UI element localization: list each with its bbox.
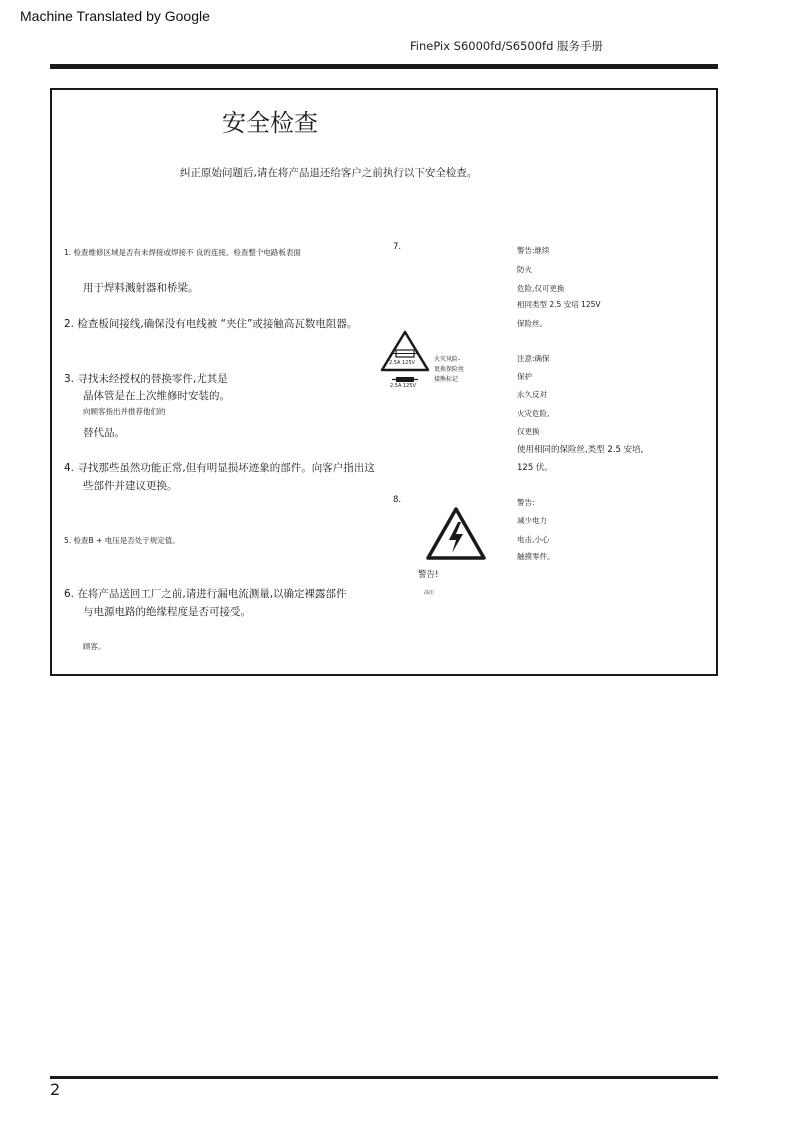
item-7-right-9: 火灾危险, [517, 409, 550, 418]
item-8-right-4: 触摸零件。 [517, 552, 555, 561]
item-4-line-1: 4. 寻找那些虽然功能正常,但有明显损坏迹象的部件。向客户指出这 [64, 462, 375, 474]
fuse-rating-inner: 2.5A 125V [389, 360, 415, 366]
item-7-right-7: 保护 [517, 372, 532, 381]
item-8-right-2: 减少电力 [517, 516, 547, 525]
item-7-right-2: 防火 [517, 265, 532, 274]
item-6-line-1: 6. 在将产品送回工厂之前,请进行漏电流测量,以确定裸露部件 [64, 588, 347, 600]
intro-text: 纠正原始问题后,请在将产品退还给客户之前执行以下安全检查。 [180, 167, 478, 179]
item-8-right-1: 警告: [517, 498, 535, 507]
header-rule [50, 64, 718, 69]
item-6-line-2: 与电源电路的绝缘程度是否可接受。 [83, 606, 251, 618]
running-header: FinePix S6000fd/S6500fd 服务手册 [410, 39, 604, 53]
item-3-line-4: 替代品。 [83, 427, 125, 439]
item-3-line-3: 向顾客指出并推荐他们的 [83, 407, 166, 416]
item-8-number: 8. [393, 495, 402, 505]
item-8-right-3: 电击,小心 [517, 535, 550, 544]
item-7-right-6: 注意:确保 [517, 354, 550, 363]
fuse-label-line-3: 接熊标记 [434, 376, 459, 383]
item-7-right-1: 警告:继续 [517, 246, 550, 255]
item-4-line-2: 些部件并建议更换。 [83, 480, 178, 492]
item-7-number: 7. [393, 242, 402, 252]
item-7-right-3: 危险,仅可更换 [517, 284, 565, 293]
high-voltage-warning-icon [425, 506, 487, 562]
item-1-line-2: 用于焊料溅射器和桥梁。 [83, 282, 199, 294]
fuse-label-line-1: 火灾风险- [434, 356, 461, 363]
item-7-right-11: 使用相同的保险丝,类型 2.5 安培, [517, 445, 644, 455]
item-1-line-1: 1. 检查维修区域是否有未焊接或焊接不 良的连接。检查整个电路板表面 [64, 248, 301, 257]
warning-caption: 警告! [418, 570, 439, 580]
item-3-line-2: 晶体管是在上次维修时安装的。 [83, 390, 230, 402]
item-5-text: 5. 检查B + 电压是否处于规定值。 [64, 536, 180, 545]
fuse-rating-lower: 2.5A 125V [390, 383, 416, 389]
footer-rule [50, 1076, 718, 1079]
item-7-right-4: 相同类型 2.5 安培 125V [517, 300, 601, 309]
fuse-label-line-2: 更换保险丝 [434, 366, 465, 373]
item-7-right-5: 保险丝。 [517, 319, 547, 328]
item-2-text: 2. 检查板间接线,确保没有电线被 “夹住”或接触高瓦数电阻器。 [64, 318, 358, 330]
item-7-right-8: 永久反对 [517, 390, 547, 399]
page-title: 安全检查 [222, 109, 318, 137]
page-number: 2 [50, 1080, 61, 1099]
high-voltage-caption: 高压 [424, 590, 435, 596]
item-3-line-1: 3. 寻找未经授权的替换零件,尤其是 [64, 373, 228, 385]
machine-translated-label: Machine Translated by Google [20, 8, 210, 24]
item-7-right-10: 仅更换 [517, 427, 540, 436]
item-7-right-12: 125 伏。 [517, 463, 553, 473]
item-6-line-3: 顾客。 [83, 642, 106, 651]
